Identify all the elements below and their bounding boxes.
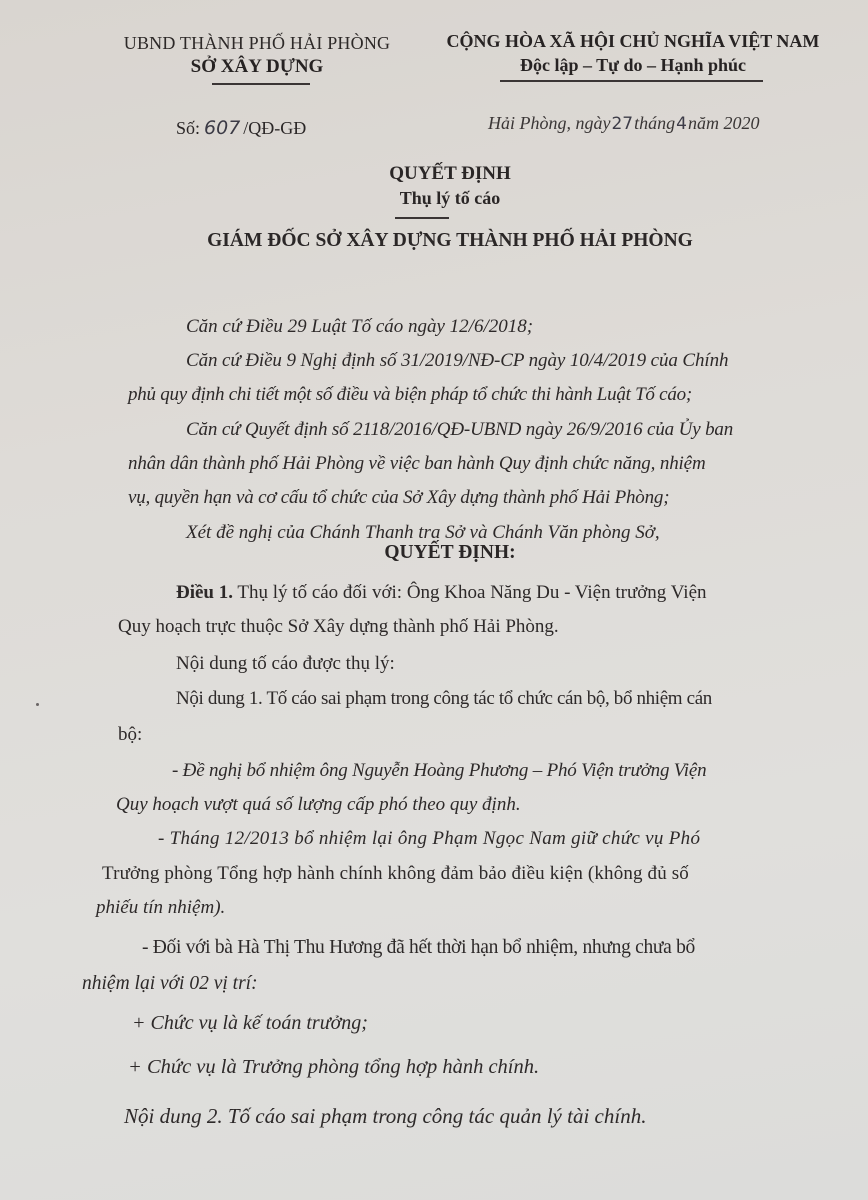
preamble-line: Căn cứ Điều 29 Luật Tố cáo ngày 12/6/2018; <box>186 316 534 337</box>
item-1-text: - Đề nghị bổ nhiệm ông Nguyễn Hoàng Phương – Phó Viện trưởng Viện <box>172 760 707 781</box>
issuing-agency: UBND THÀNH PHỐ HẢI PHÒNG <box>123 33 391 53</box>
date-place: Hải Phòng, ngày <box>488 113 611 133</box>
content-1-item-1 <box>172 760 706 782</box>
national-title: CỘNG HÒA XÃ HỘI CHỦ NGHĨA VIỆT NAM <box>446 31 820 51</box>
doc-number-suffix: /QĐ-GĐ <box>243 118 307 138</box>
date-day-handwritten: 27 <box>611 114 634 134</box>
preamble-line: Căn cứ Quyết định số 2118/2016/QĐ-UBND ngày 26/9/2016 của Ủy ban <box>186 419 734 440</box>
content-1-item-3-continued: nhiệm lại với 02 vị trí: <box>82 973 258 994</box>
motto-underline <box>500 80 763 82</box>
doc-number-label: Số: <box>176 118 201 138</box>
document-number <box>176 117 306 139</box>
preamble-line: nhân dân thành phố Hải Phòng về việc ban hành Quy định chức năng, nhiệm <box>128 453 706 474</box>
content-1-item-2-end: phiếu tín nhiệm). <box>96 897 226 918</box>
issue-date <box>488 113 759 134</box>
decision-heading: QUYẾT ĐỊNH: <box>384 542 516 563</box>
doc-number-handwritten: 607 <box>204 117 241 139</box>
date-year: năm 2020 <box>687 113 760 133</box>
content-1-item-2-continued: Trưởng phòng Tổng hợp hành chính không đảm bảo điều kiện (không đủ số <box>102 863 689 884</box>
content-1-item-2: - Tháng 12/2013 bổ nhiệm lại ông Phạm Ngọc Nam giữ chức vụ Phó <box>158 828 701 849</box>
issuing-authority: GIÁM ĐỐC SỞ XÂY DỰNG THÀNH PHỐ HẢI PHÒNG <box>207 230 693 251</box>
article-1 <box>176 582 707 604</box>
department-underline <box>212 83 310 85</box>
issuing-department: SỞ XÂY DỰNG <box>190 56 324 77</box>
article-1-continued: Quy hoạch trực thuộc Sở Xây dựng thành phố Hải Phòng. <box>118 616 559 637</box>
content-2-text: Nội dung 2. Tố cáo sai phạm trong công tác quản lý tài chính. <box>124 1104 647 1128</box>
subject-underline <box>395 217 449 219</box>
sub-item-admin-head: + Chức vụ là Trưởng phòng tổng hợp hành chính. <box>128 1056 540 1078</box>
preamble-line: phủ quy định chi tiết một số điều và biện pháp tổ chức thi hành Luật Tố cáo; <box>128 384 692 405</box>
preamble-line: vụ, quyền hạn và cơ cấu tổ chức của Sở Xây dựng thành phố Hải Phòng; <box>128 487 670 508</box>
document-subject: Thụ lý tố cáo <box>399 188 501 208</box>
preamble-line: Xét đề nghị của Chánh Thanh tra Sở và Chánh Văn phòng Sở, <box>186 522 660 543</box>
article-1-text: Thụ lý tố cáo đối với: Ông Khoa Năng Du - Viện trưởng Viện <box>233 582 707 603</box>
date-month-handwritten: 4 <box>676 114 687 134</box>
preamble-line: Căn cứ Điều 9 Nghị định số 31/2019/NĐ-CP ngày 10/4/2019 của Chính <box>186 350 729 371</box>
national-motto: Độc lập – Tự do – Hạnh phúc <box>519 55 747 75</box>
article-1-label: Điều 1. <box>176 582 233 603</box>
content-1: Nội dung 1. Tố cáo sai phạm trong công tác tổ chức cán bộ, bổ nhiệm cán <box>176 688 712 709</box>
margin-mark <box>36 703 39 706</box>
content-1-item-1-continued: Quy hoạch vượt quá số lượng cấp phó theo quy định. <box>116 794 521 815</box>
sub-item-chief-accountant: + Chức vụ là kế toán trưởng; <box>132 1012 368 1034</box>
content-1-continued: bộ: <box>118 724 143 745</box>
accepted-content-label: Nội dung tố cáo được thụ lý: <box>176 653 395 674</box>
content-2 <box>124 1104 646 1129</box>
date-month-label: tháng <box>634 113 676 133</box>
content-1-item-3: - Đối với bà Hà Thị Thu Hương đã hết thời hạn bổ nhiệm, nhưng chưa bổ <box>142 937 696 958</box>
document-title: QUYẾT ĐỊNH <box>389 163 511 184</box>
